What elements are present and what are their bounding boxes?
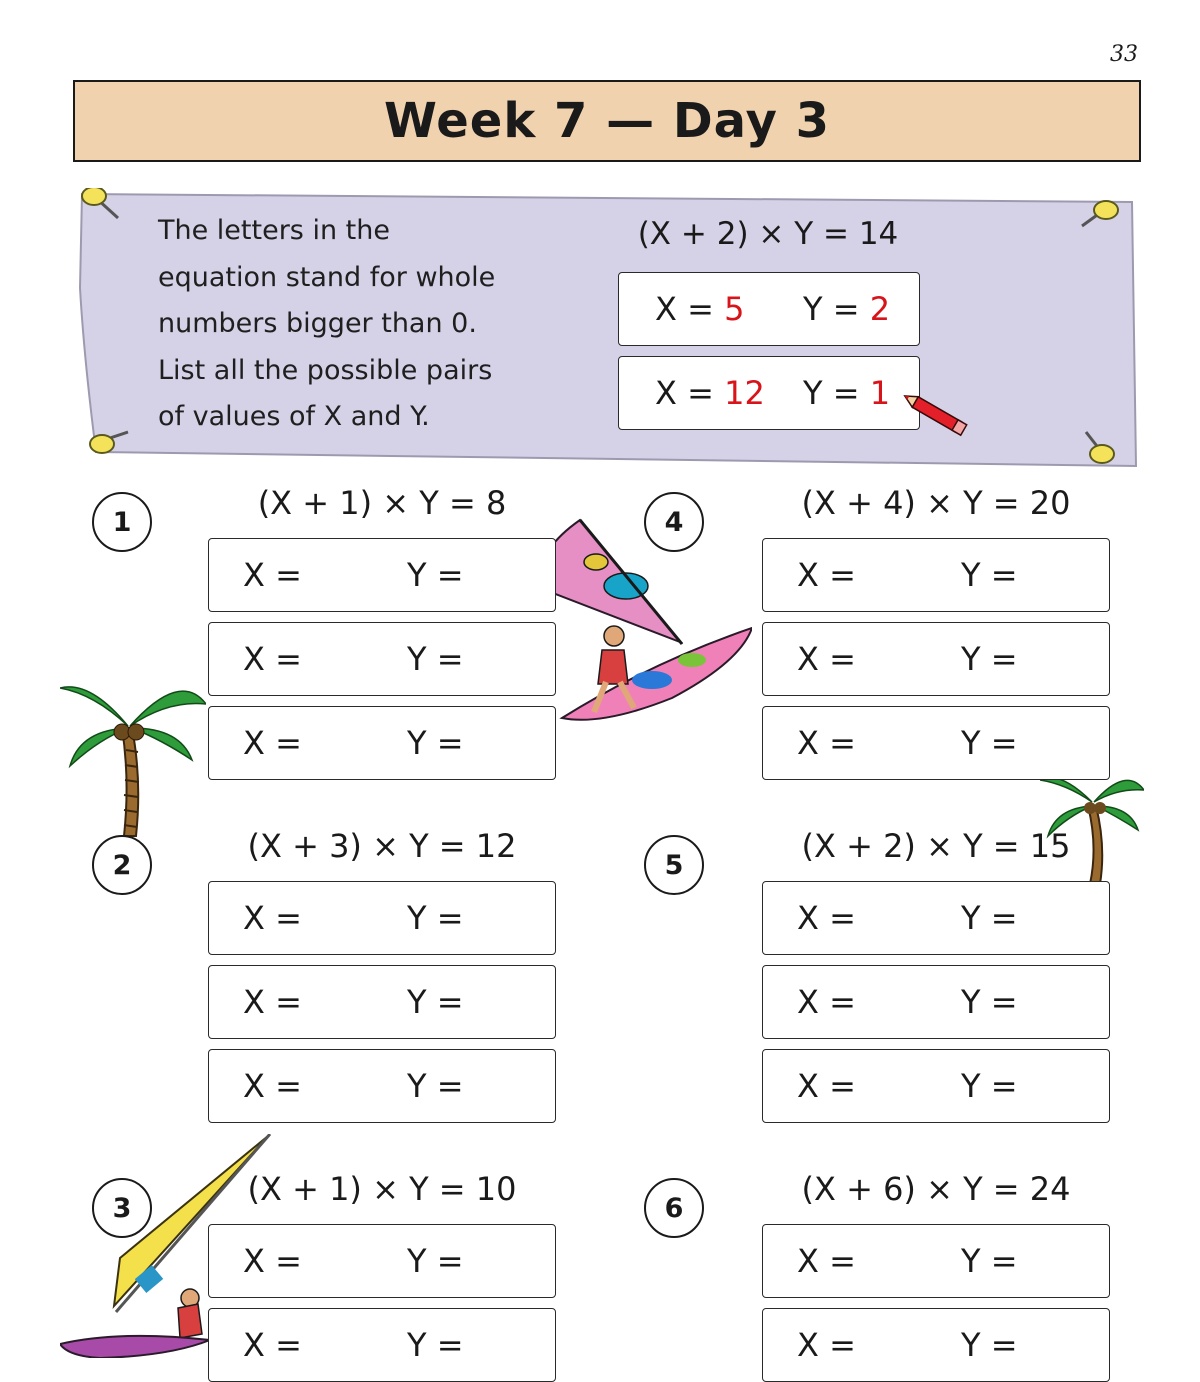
y-label: Y =: [961, 1242, 1018, 1280]
answer-box[interactable]: [762, 1308, 1110, 1382]
x-label: X =: [797, 1326, 856, 1364]
answer-box[interactable]: [208, 1049, 556, 1123]
y-label: Y =: [407, 899, 464, 937]
problem-equation-5: (X + 2) × Y = 15: [801, 827, 1071, 865]
problem-number-4: 4: [644, 492, 704, 552]
x-label: X =: [243, 1067, 302, 1105]
y-label: Y =: [961, 556, 1018, 594]
y-label: Y =: [407, 724, 464, 762]
problem-number-3: 3: [92, 1178, 152, 1238]
answer-box[interactable]: [208, 622, 556, 696]
y-label: Y =: [407, 983, 464, 1021]
y-label: Y =: [961, 1067, 1018, 1105]
answer-box[interactable]: [208, 1224, 556, 1298]
example-equation: (X + 2) × Y = 14: [637, 216, 899, 252]
answer-box[interactable]: [208, 965, 556, 1039]
answer-box[interactable]: [762, 965, 1110, 1039]
windsurfer-illustration: [532, 512, 752, 728]
x-label: X =: [243, 556, 302, 594]
problem-number-2: 2: [92, 835, 152, 895]
x-label: X =: [797, 899, 856, 937]
x-label: X =: [797, 983, 856, 1021]
problem-equation-4: (X + 4) × Y = 20: [801, 484, 1071, 522]
answer-box[interactable]: [208, 1308, 556, 1382]
example-answer-box: [618, 356, 920, 430]
instruction-line: equation stand for whole: [158, 261, 496, 293]
y-label: Y =: [961, 1326, 1018, 1364]
instruction-line: List all the possible pairs: [158, 354, 493, 386]
x-label: X =: [243, 983, 302, 1021]
x-label: X =: [797, 724, 856, 762]
title-bar: [73, 80, 1141, 162]
y-label: Y =: [961, 640, 1018, 678]
problem-equation-1: (X + 1) × Y = 8: [257, 484, 507, 522]
answer-box[interactable]: [208, 881, 556, 955]
x-label: X =: [243, 724, 302, 762]
x-label: X =: [243, 640, 302, 678]
pencil-icon: [898, 388, 974, 440]
x-label: X =: [243, 1326, 302, 1364]
example-answer-box: [618, 272, 920, 346]
instruction-line: The letters in the: [158, 215, 390, 246]
answer-box[interactable]: [762, 622, 1110, 696]
x-label: X =: [797, 640, 856, 678]
answer-box[interactable]: [762, 538, 1110, 612]
problem-equation-3: (X + 1) × Y = 10: [247, 1170, 517, 1208]
answer-box[interactable]: [208, 538, 556, 612]
problem-number-6: 6: [644, 1178, 704, 1238]
x-label: X =: [243, 1242, 302, 1280]
answer-box[interactable]: [762, 1049, 1110, 1123]
instruction-line: of values of X and Y.: [158, 401, 430, 432]
problem-equation-6: (X + 6) × Y = 24: [801, 1170, 1071, 1208]
x-answer: X = 5: [655, 290, 745, 328]
y-answer: Y = 1: [803, 374, 891, 412]
y-label: Y =: [407, 1242, 464, 1280]
problem-number-1: 1: [92, 492, 152, 552]
instruction-text: [158, 208, 518, 441]
problem-number-5: 5: [644, 835, 704, 895]
x-answer: X = 12: [655, 374, 765, 412]
x-label: X =: [797, 556, 856, 594]
y-label: Y =: [961, 983, 1018, 1021]
answer-box[interactable]: [208, 706, 556, 780]
palm-tree-right-illustration: [1040, 766, 1144, 884]
y-label: Y =: [407, 556, 464, 594]
problem-equation-2: (X + 3) × Y = 12: [247, 827, 517, 865]
answer-box[interactable]: [762, 881, 1110, 955]
page-title: Week 7 — Day 3: [384, 93, 830, 149]
example-banner: [78, 188, 1140, 470]
answer-box[interactable]: [762, 1224, 1110, 1298]
page-number: 33: [1110, 42, 1138, 67]
y-label: Y =: [961, 724, 1018, 762]
y-label: Y =: [407, 1067, 464, 1105]
y-label: Y =: [407, 640, 464, 678]
y-label: Y =: [961, 899, 1018, 937]
palm-tree-left-illustration: [60, 670, 206, 838]
answer-box[interactable]: [762, 706, 1110, 780]
x-label: X =: [797, 1067, 856, 1105]
x-label: X =: [797, 1242, 856, 1280]
x-label: X =: [243, 899, 302, 937]
y-label: Y =: [407, 1326, 464, 1364]
y-answer: Y = 2: [803, 290, 891, 328]
instruction-line: numbers bigger than 0.: [158, 308, 477, 339]
